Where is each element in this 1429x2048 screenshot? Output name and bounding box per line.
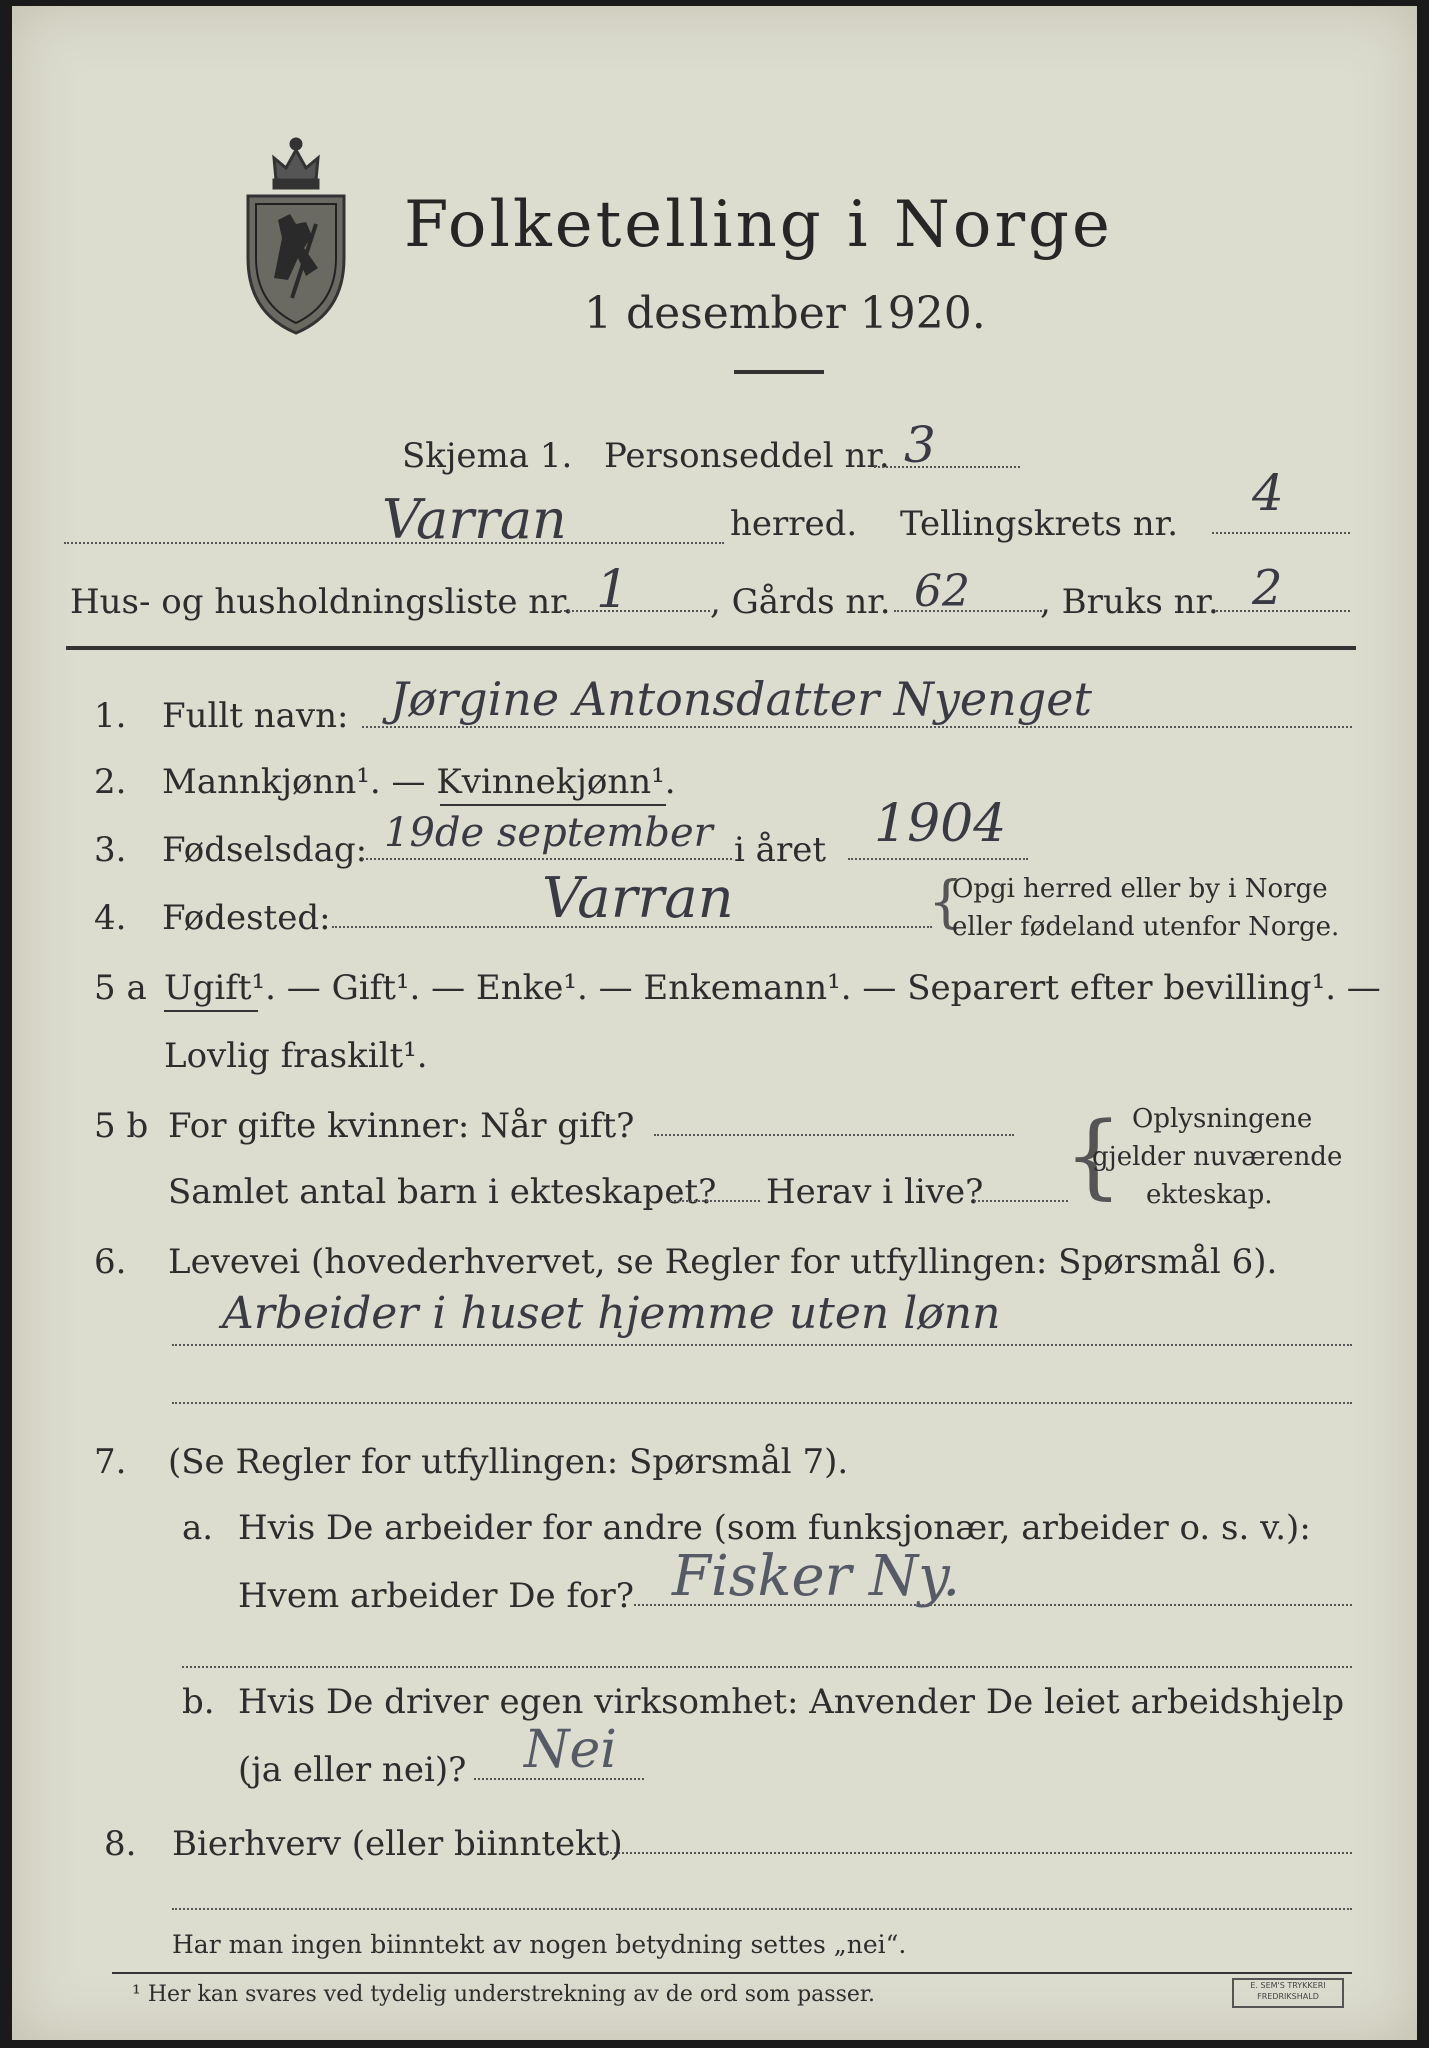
q3-year-value: 1904 bbox=[874, 794, 1007, 854]
q5b-line1: For gifte kvinner: Når gift? bbox=[168, 1106, 635, 1146]
q2-label: Mannkjønn¹. — Kvinnekjønn¹. bbox=[162, 762, 676, 802]
q6-line2 bbox=[172, 1402, 1352, 1404]
q4-label: Fødested: bbox=[162, 898, 331, 938]
q3-year-label: i året bbox=[734, 830, 826, 870]
q3-value: 19de september bbox=[384, 810, 713, 856]
q6-value: Arbeider i huset hjemme uten lønn bbox=[222, 1288, 1001, 1339]
q3-year-line bbox=[848, 858, 1028, 860]
census-form-page bbox=[12, 6, 1417, 2040]
footer-rule bbox=[112, 1972, 1352, 1974]
q3-label: Fødselsdag: bbox=[162, 830, 368, 870]
hus-label: Hus- og husholdningsliste nr. bbox=[70, 582, 574, 622]
q7a-extra-line bbox=[182, 1666, 1352, 1668]
tellingskrets-label: Tellingskrets nr. bbox=[900, 504, 1179, 544]
bruks-value: 2 bbox=[1252, 560, 1283, 616]
title-divider bbox=[734, 370, 824, 374]
q5b-brace: { bbox=[1064, 1102, 1123, 1209]
q1-line bbox=[362, 726, 1352, 728]
q7b-value: Nei bbox=[524, 1720, 617, 1780]
q7b-letter: b. bbox=[182, 1682, 215, 1722]
personseddel-label: Personseddel nr. bbox=[604, 436, 890, 476]
q8-line2 bbox=[172, 1908, 1352, 1910]
q5b-live-line bbox=[974, 1200, 1068, 1202]
gards-value: 62 bbox=[914, 566, 970, 617]
q7a-letter: a. bbox=[182, 1508, 214, 1548]
q5a-line1: Ugift¹. — Gift¹. — Enke¹. — Enkemann¹. — Separert efter bevilling¹. — bbox=[164, 968, 1381, 1008]
tellingskrets-value: 4 bbox=[1252, 464, 1284, 522]
hus-line bbox=[560, 610, 710, 612]
q5a-ugift-underline bbox=[164, 1010, 258, 1012]
q6-label: Levevei (hovederhvervet, se Regler for utfyllingen: Spørsmål 6). bbox=[168, 1242, 1278, 1282]
footnote: ¹ Her kan svares ved tydelig understrekning av de ord som passer. bbox=[132, 1982, 875, 2007]
herred-value: Varran bbox=[382, 488, 567, 551]
q3-number: 3. bbox=[94, 830, 127, 870]
q1-number: 1. bbox=[94, 696, 127, 736]
q8-number: 8. bbox=[104, 1824, 137, 1864]
q5a-number: 5 a bbox=[94, 968, 147, 1008]
q6-line1 bbox=[172, 1344, 1352, 1346]
hus-value: 1 bbox=[596, 560, 630, 620]
q2-number: 2. bbox=[94, 762, 127, 802]
personseddel-line bbox=[874, 466, 1020, 468]
q5b-gift-line bbox=[654, 1134, 1014, 1136]
herred-label: herred. bbox=[730, 504, 858, 544]
gards-label: , Gårds nr. bbox=[710, 582, 891, 622]
q4-value: Varran bbox=[542, 866, 734, 931]
bruks-label: , Bruks nr. bbox=[1040, 582, 1219, 622]
q5b-note-line2: gjelder nuværende bbox=[1092, 1142, 1343, 1172]
q7a-line1: Hvis De arbeider for andre (som funksjonær, arbeider o. s. v.): bbox=[238, 1508, 1311, 1548]
q6-number: 6. bbox=[94, 1242, 127, 1282]
q5b-barn-line bbox=[670, 1200, 760, 1202]
q4-note-line1: Opgi herred eller by i Norge bbox=[952, 874, 1328, 904]
q3-line bbox=[362, 858, 732, 860]
q5b-note-line3: ekteskap. bbox=[1146, 1180, 1273, 1210]
q5b-note-line1: Oplysningene bbox=[1132, 1104, 1313, 1134]
header-separator bbox=[66, 646, 1356, 650]
q5a-line2: Lovlig fraskilt¹. bbox=[164, 1036, 428, 1076]
q2-underline bbox=[440, 804, 666, 806]
q7-label: (Se Regler for utfyllingen: Spørsmål 7). bbox=[168, 1442, 849, 1482]
q4-brace: { bbox=[928, 870, 964, 935]
norwegian-coat-of-arms-icon bbox=[234, 128, 358, 338]
q7b-line2: (ja eller nei)? bbox=[238, 1750, 467, 1790]
q1-label: Fullt navn: bbox=[162, 696, 349, 736]
q7a-line2: Hvem arbeider De for? bbox=[238, 1576, 634, 1616]
q5b-line2: Samlet antal barn i ekteskapet? bbox=[168, 1172, 717, 1212]
q5b-live-label: Herav i live? bbox=[766, 1172, 984, 1212]
printer-stamp: E. SEM'S TRYKKERI FREDRIKSHALD bbox=[1232, 1978, 1344, 2008]
form-title: Folketelling i Norge bbox=[404, 188, 1113, 262]
q7a-value: Fisker Ny. bbox=[672, 1544, 961, 1609]
personseddel-value: 3 bbox=[904, 416, 936, 474]
q7b-line1: Hvis De driver egen virksomhet: Anvender De leiet arbeidshjelp bbox=[238, 1682, 1345, 1722]
footer-note: Har man ingen biinntekt av nogen betydning settes „nei“. bbox=[172, 1930, 907, 1959]
q4-note-line2: eller fødeland utenfor Norge. bbox=[952, 912, 1340, 942]
q1-value: Jørgine Antonsdatter Nyenget bbox=[390, 672, 1092, 726]
census-date: 1 desember 1920. bbox=[584, 288, 986, 339]
q7-number: 7. bbox=[94, 1442, 127, 1482]
tellingskrets-line bbox=[1212, 532, 1350, 534]
q4-number: 4. bbox=[94, 898, 127, 938]
skjema-label: Skjema 1. bbox=[402, 436, 573, 476]
q8-line bbox=[602, 1852, 1352, 1854]
q5b-number: 5 b bbox=[94, 1106, 149, 1146]
bruks-line bbox=[1216, 610, 1350, 612]
q8-label: Bierhverv (eller biinntekt) bbox=[172, 1824, 623, 1864]
